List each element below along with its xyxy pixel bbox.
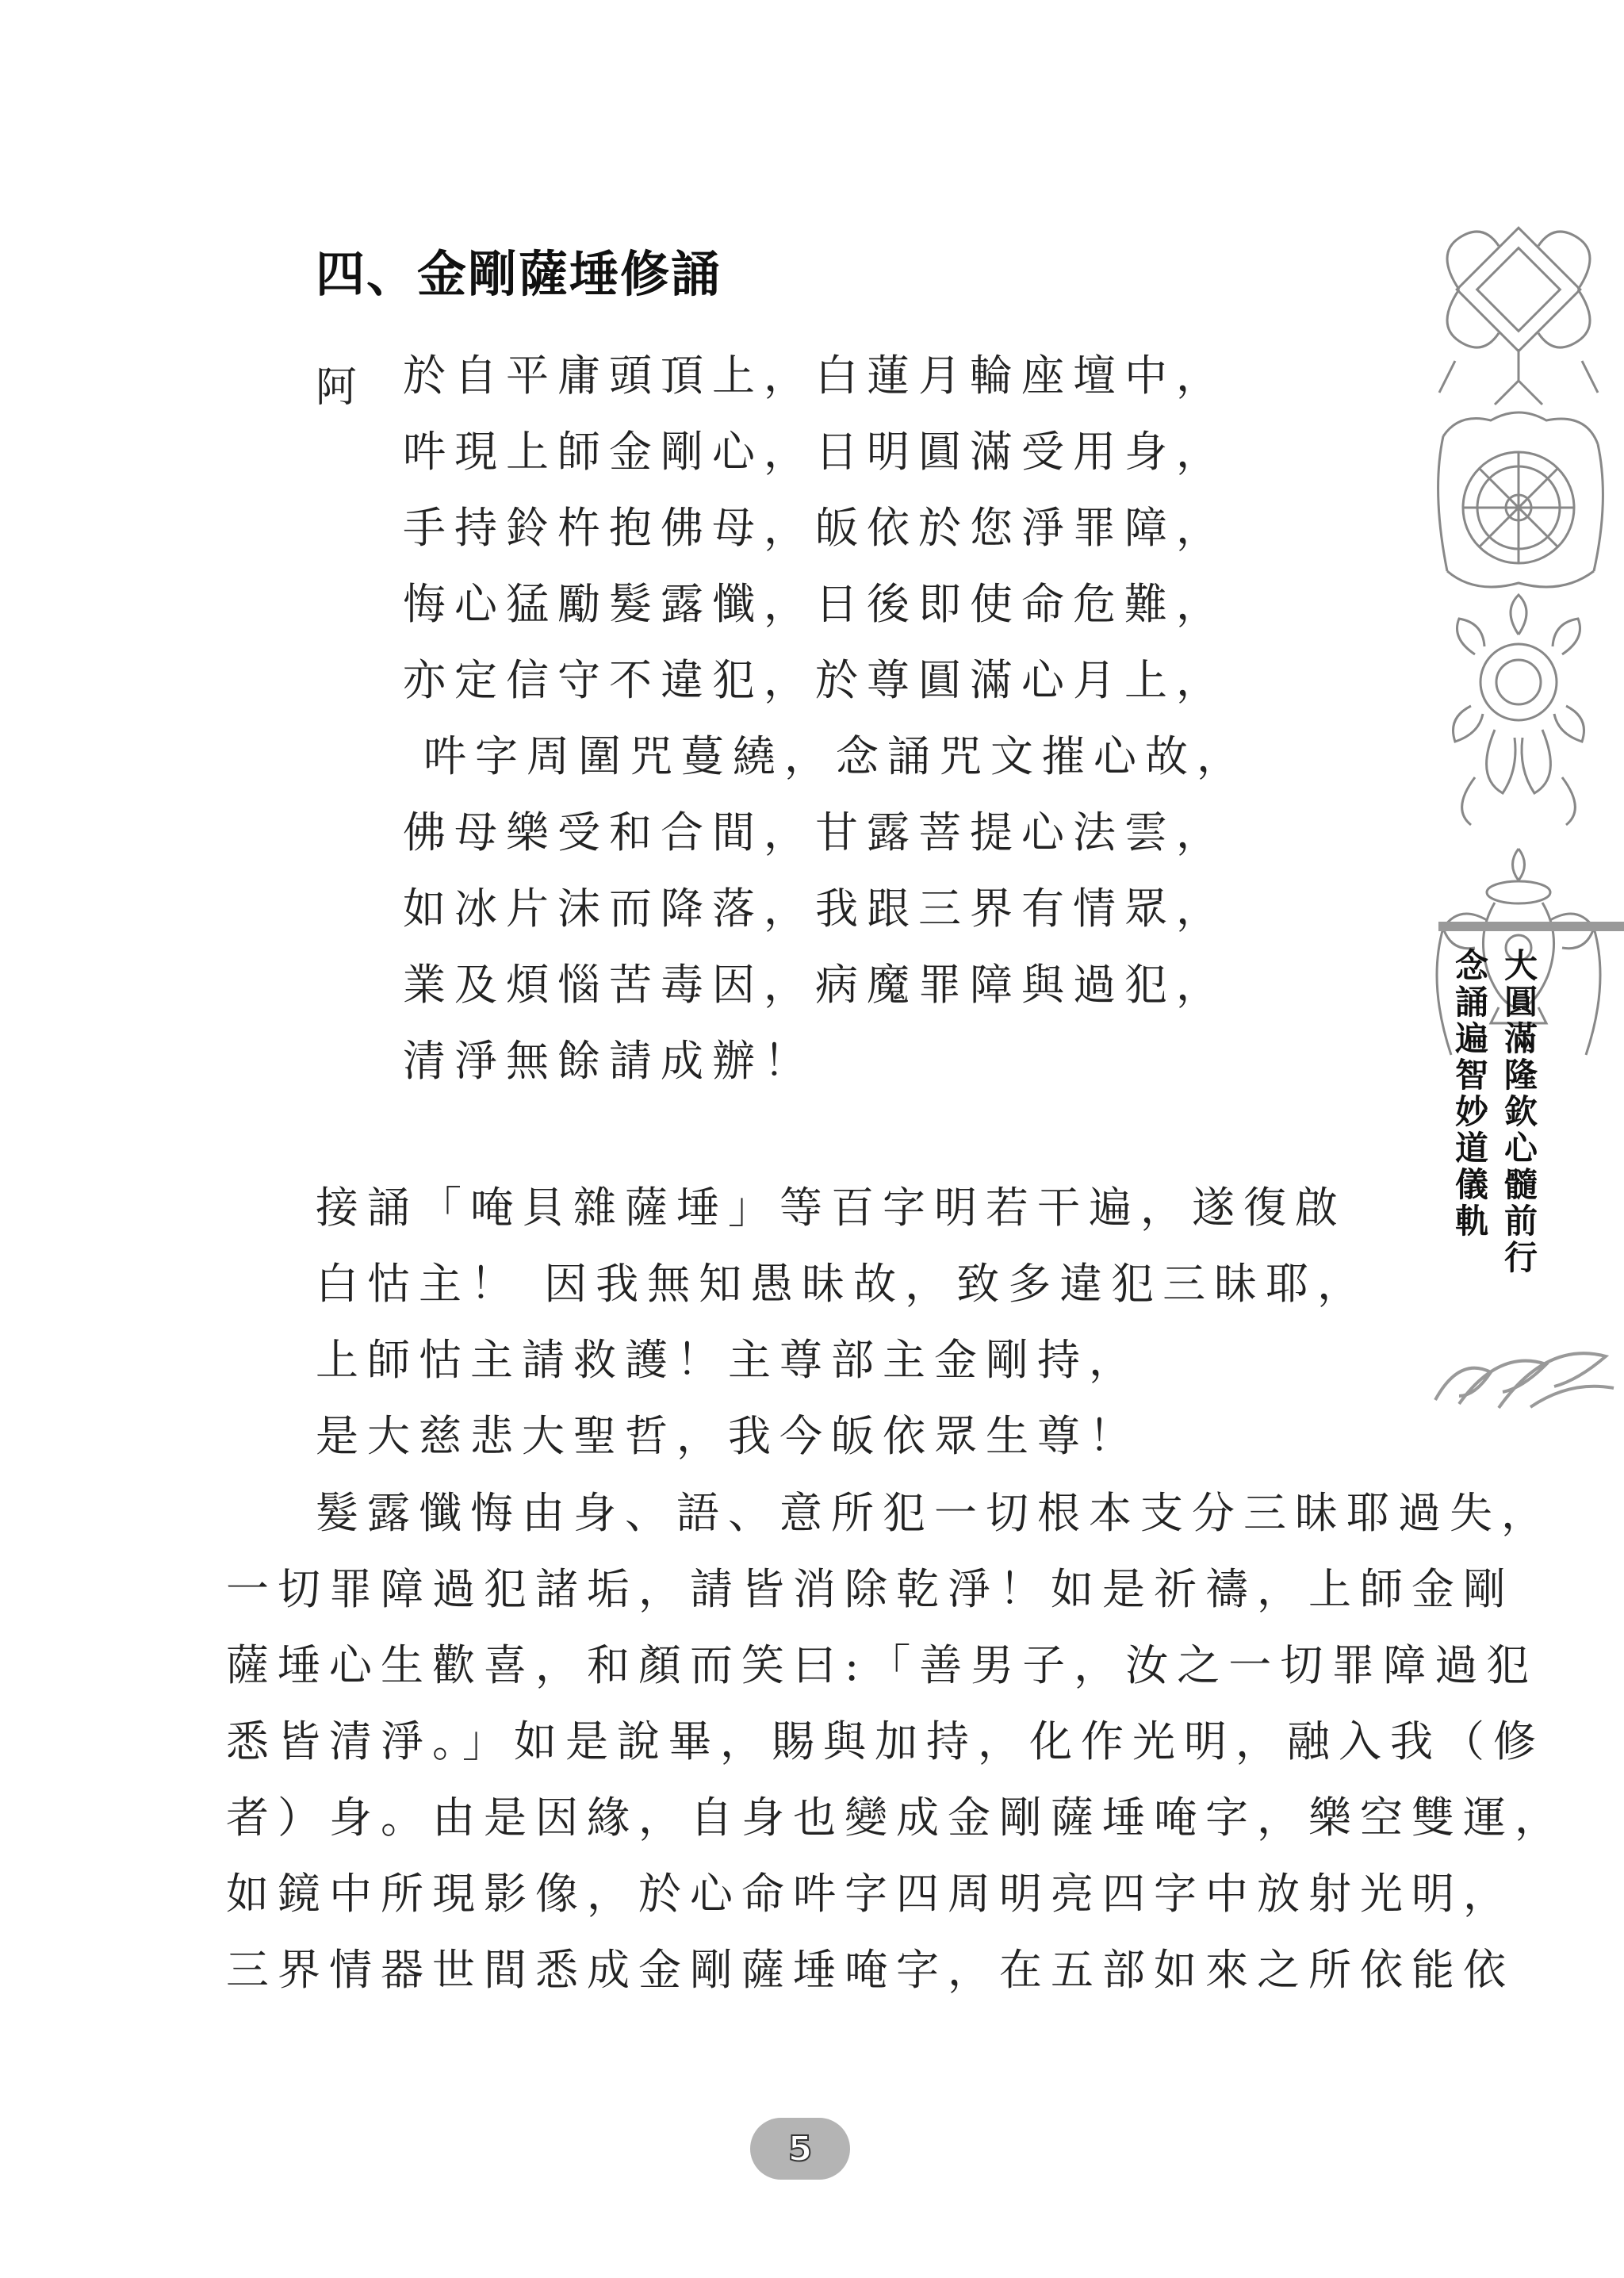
verse-line: 亦定信守不違犯，於尊圓滿心月上， <box>403 655 1228 705</box>
verse-line: 悔心猛勵髮露懺，日後即使命危難， <box>403 579 1228 629</box>
dharma-wheel-icon <box>1438 412 1603 587</box>
endless-knot-icon <box>1439 228 1598 405</box>
page-number: 5 <box>787 2128 813 2169</box>
verse-line: 清淨無餘請成辦！ <box>403 1036 815 1086</box>
prose-line: 三界情器世間悉成金剛薩埵唵字，在五部如來之所依能依 <box>226 1945 1515 1995</box>
verse-line: 吽現上師金剛心，日明圓滿受用身， <box>403 427 1228 477</box>
verse-line: 如冰片沫而降落，我跟三界有情眾， <box>403 884 1228 934</box>
sidebar-subtitle: 念誦遍智妙道儀軌 <box>1450 948 1489 1240</box>
prose-paragraph <box>226 1488 1566 2024</box>
prose-line: 一切罪障過犯諸垢，請皆消除乾淨！如是祈禱，上師金剛 <box>226 1564 1515 1614</box>
recite-line: 接誦「唵貝雜薩埵」等百字明若干遍，遂復啟 <box>316 1183 1346 1233</box>
prose-line: 如鏡中所現影像，於心命吽字四周明亮四字中放射光明， <box>226 1869 1515 1919</box>
verse-marker: 阿 <box>316 364 358 412</box>
verse-line: 於自平庸頭頂上，白蓮月輪座壇中， <box>403 351 1228 401</box>
prose-line: 悉皆清淨。」如是說畢，賜與加持，化作光明，融入我（修 <box>226 1716 1545 1766</box>
lotus-flower-icon <box>1454 595 1584 825</box>
verse-block <box>403 351 1248 1115</box>
page-number-badge <box>750 2118 850 2180</box>
verse-line: 佛母樂受和合間，甘露菩提心法雲， <box>403 807 1228 857</box>
wave-ornament-icon <box>1427 1325 1618 1412</box>
sidebar-title: 大圓滿隆欽心髓前行 <box>1500 948 1538 1276</box>
recite-line: 是大慈悲大聖哲，我今皈依眾生尊！ <box>316 1411 1140 1461</box>
section-title: 四、金剛薩埵修誦 <box>316 245 722 303</box>
recite-line: 白怙主！ 因我無知愚昧故，致多違犯三昧耶， <box>316 1259 1369 1309</box>
sidebar-divider <box>1438 922 1624 931</box>
recitation-block <box>316 1183 1369 1490</box>
verse-line: 業及煩惱苦毒因，病魔罪障與過犯， <box>403 960 1228 1010</box>
verse-line: 手持鈴杵抱佛母，皈依於您淨罪障， <box>403 503 1228 553</box>
recite-line: 上師怙主請救護！主尊部主金剛持， <box>316 1335 1140 1385</box>
verse-line: 吽字周圍咒蔓繞，念誦咒文摧心故， <box>423 731 1248 781</box>
prose-line: 者）身。由是因緣，自身也變成金剛薩埵唵字，樂空雙運， <box>226 1793 1566 1843</box>
prose-line: 髮露懺悔由身、語、意所犯一切根本支分三昧耶過失， <box>316 1488 1553 1538</box>
prose-line: 薩埵心生歡喜，和顏而笑曰:「善男子，汝之一切罪障過犯 <box>226 1640 1538 1690</box>
